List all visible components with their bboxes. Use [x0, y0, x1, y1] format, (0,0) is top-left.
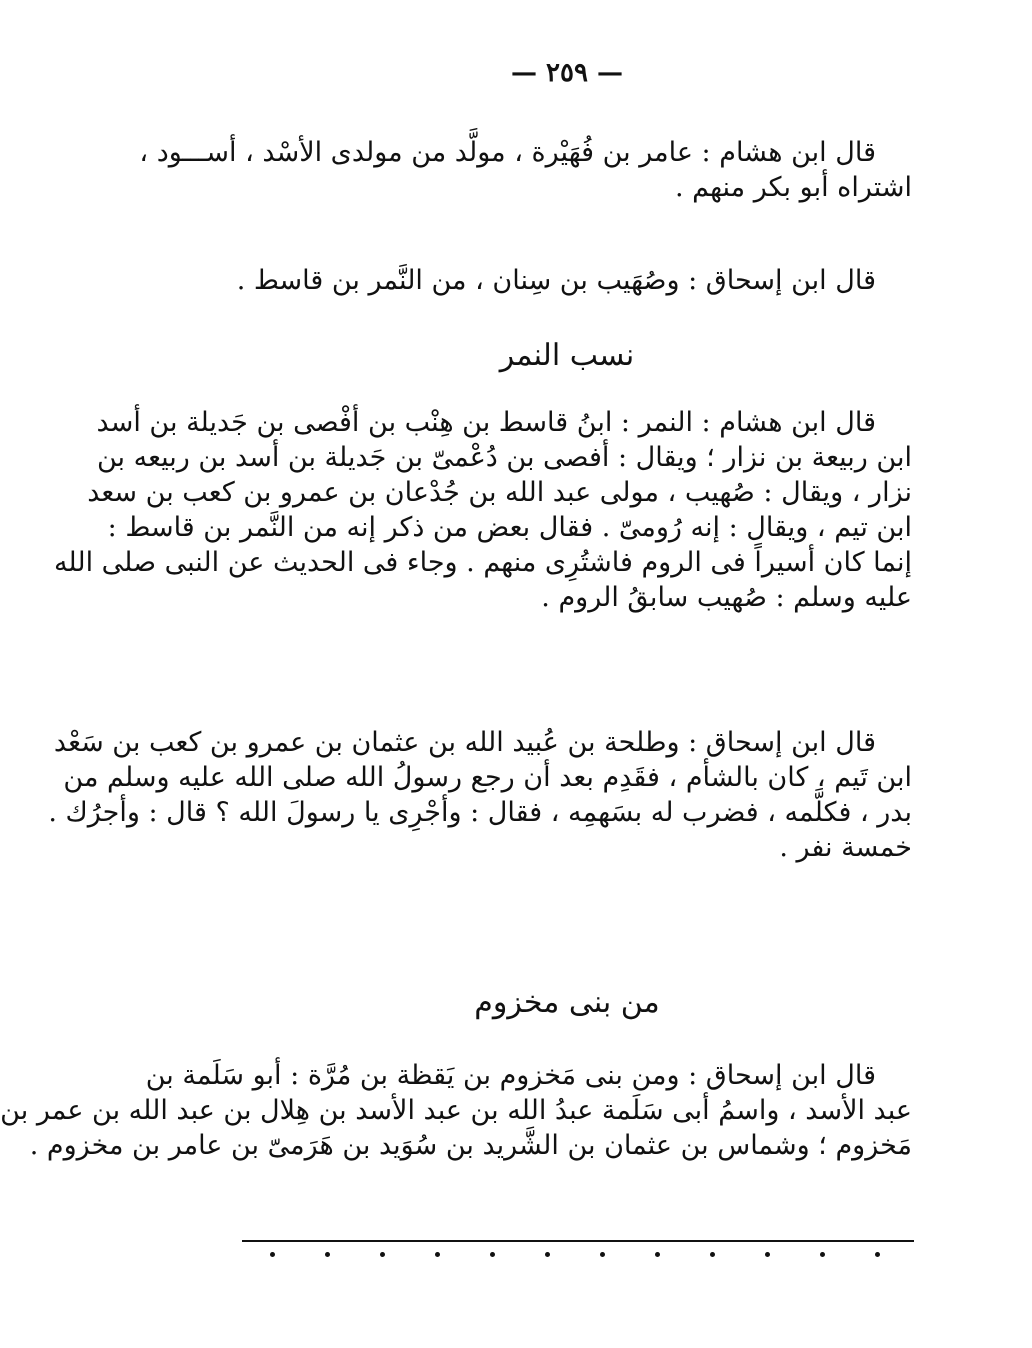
dot — [710, 1252, 715, 1257]
paragraph-line: اشتراه أبو بكر منهم . — [674, 172, 912, 204]
paragraph-line: ابن تَيم ، كان بالشأم ، فقَدِم بعد أن رجع رسولُ الله صلى الله عليه وسلم من — [63, 762, 912, 794]
dot — [325, 1252, 330, 1257]
footnote-dots — [270, 1252, 880, 1257]
paragraph-line: عليه وسلم : صُهيب سابقُ الروم . — [541, 582, 912, 614]
paragraph-line: خمسة نفر . — [779, 832, 912, 864]
footnote-rule — [242, 1240, 914, 1242]
dot — [765, 1252, 770, 1257]
paragraph-line: نزار ، ويقال : صُهيب ، مولى عبد الله بن جُدْعان بن عمرو بن كعب بن سعد — [87, 477, 912, 509]
paragraph-line: مَخزوم ؛ وشماس بن عثمان بن الشَّريد بن سُوَيد بن هَرَمىّ بن عامر بن مخزوم . — [29, 1130, 912, 1162]
paragraph-line: قال ابن إسحاق : ومن بنى مَخزوم بن يَقظة بن مُرَّة : أبو سَلَمة بن — [145, 1060, 876, 1091]
dot — [545, 1252, 550, 1257]
paragraph-line: قال ابن إسحاق : وصُهَيب بن سِنان ، من النَّمر بن قاسط . — [236, 265, 876, 296]
dot — [655, 1252, 660, 1257]
paragraph-suhayb — [230, 263, 912, 298]
paragraph-talha — [48, 725, 912, 865]
paragraph-line: عبد الأسد ، واسمُ أبى سَلَمة عبدُ الله بن عبد الأسد بن هِلال بن عبد الله بن عمر بن — [0, 1095, 912, 1127]
dot — [490, 1252, 495, 1257]
paragraph-line: بدر ، فكلَّمه ، فضرب له بسَهمِه ، فقال : وأجْرِى يا رسولَ الله ؟ قال : وأجرُك . — [48, 797, 912, 829]
section-heading-nasab-al-namir: نسب النمر — [499, 338, 635, 373]
page-number: — ٢٥٩ — — [510, 58, 624, 88]
dot — [875, 1252, 880, 1257]
paragraph-line: إنما كان أسيراً فى الروم فاشتُرِى منهم . وجاء فى الحديث عن النبى صلى الله — [53, 547, 912, 579]
paragraph-line: قال ابن هشام : النمر : ابنُ قاسط بن هِنْب بن أفْصى بن جَديلة بن أسد — [96, 407, 876, 438]
paragraph-amir-ibn-fuhayra — [139, 135, 912, 205]
paragraph-line: ابن ربيعة بن نزار ؛ ويقال : أفصى بن دُعْمىّ بن جَديلة بن أسد بن ربيعه بن — [96, 442, 912, 474]
section-heading-bani-makhzum: من بنى مخزوم — [474, 985, 660, 1020]
dot — [820, 1252, 825, 1257]
paragraph-line: قال ابن هشام : عامر بن فُهَيْرة ، مولَّد من مولدى الأسْد ، أســـود ، — [139, 137, 876, 168]
dot — [270, 1252, 275, 1257]
paragraph-bani-makhzum — [0, 1058, 912, 1163]
dot — [600, 1252, 605, 1257]
dot — [380, 1252, 385, 1257]
paragraph-nasab-al-namir — [53, 405, 912, 616]
paragraph-line: قال ابن إسحاق : وطلحة بن عُبيد الله بن عثمان بن عمرو بن كعب بن سَعْد — [53, 727, 876, 758]
dot — [435, 1252, 440, 1257]
paragraph-line: ابن تيم ، ويقال : إنه رُومىّ . فقال بعض من ذكر إنه من النَّمر بن قاسط : — [107, 512, 912, 544]
